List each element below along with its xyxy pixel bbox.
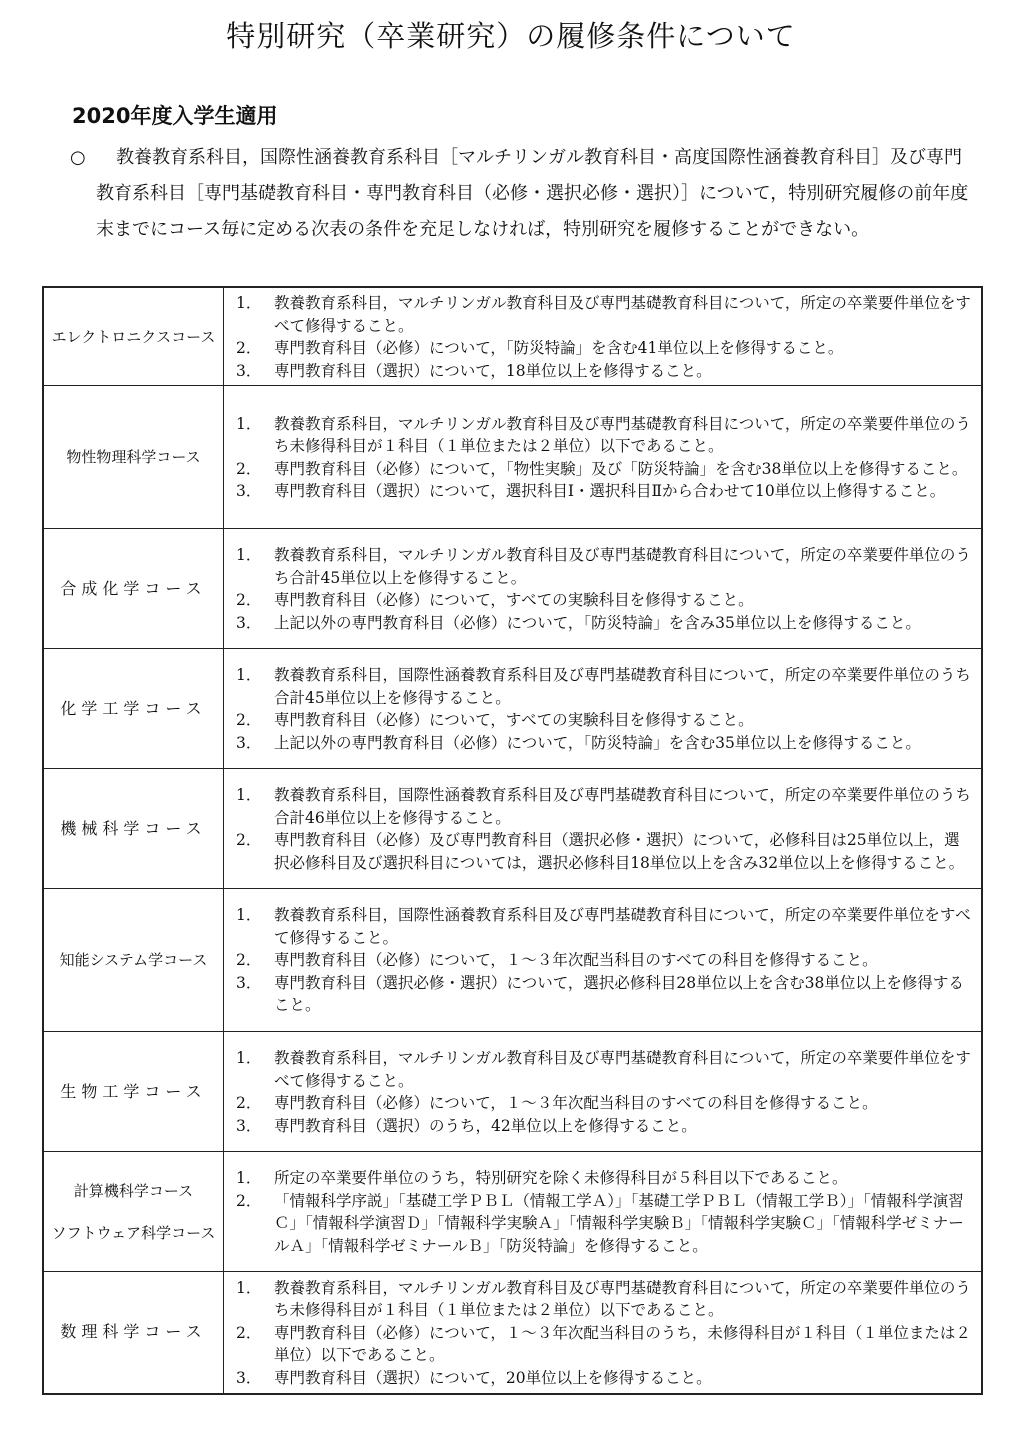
requirement-number: 2． — [236, 459, 262, 478]
requirement-text: 「情報科学序説」「基礎工学ＰＢＬ（情報工学Ａ）」「基礎工学ＰＢＬ（情報工学Ｂ）」「情報科学演習Ｃ」「情報科学演習Ｄ」「情報科学実験Ａ」「情報科学実験Ｂ」「情報科学実験Ｃ」「情報科学ゼミナールＡ」「情報科学ゼミナールＢ」「防災特論」を修得すること。 — [274, 1191, 964, 1255]
requirement-item — [232, 1047, 973, 1092]
requirements-cell — [224, 1272, 983, 1394]
requirement-item — [232, 1092, 973, 1115]
course-name: エレクトロニクスコース — [51, 327, 216, 346]
requirements-cell — [224, 287, 983, 386]
requirements-cell — [224, 386, 983, 529]
course-name: 知能システム学コース — [59, 951, 208, 969]
course-name: 数理科学コース — [60, 1322, 207, 1342]
requirement-text: 専門教育科目（選択）のうち，42単位以上を修得すること。 — [274, 1116, 697, 1135]
requirement-number: 1． — [236, 1169, 262, 1187]
requirement-item — [232, 709, 973, 732]
course-name-cell — [43, 769, 224, 889]
requirement-item — [232, 949, 973, 972]
requirement-item — [232, 589, 973, 612]
requirement-item — [232, 1322, 973, 1367]
requirement-number: 1． — [236, 1278, 262, 1297]
requirement-text: 教養教育系科目，マルチリンガル教育科目及び専門基礎教育科目について，所定の卒業要件単位をすべて修得すること。 — [274, 1049, 971, 1090]
requirements-cell — [224, 529, 983, 649]
course-row — [43, 287, 982, 386]
course-name-cell — [43, 386, 224, 529]
requirements-cell — [224, 649, 983, 769]
requirement-item — [232, 480, 973, 503]
requirement-text: 教養教育系科目，国際性涵養教育系科目及び専門基礎教育科目について，所定の卒業要件単位のうち合計45単位以上を修得すること。 — [274, 666, 971, 707]
requirement-text: 専門教育科目（選択）について，選択科目Ⅰ・選択科目Ⅱから合わせて10単位以上修得すること。 — [274, 482, 946, 500]
requirement-text: 上記以外の専門教育科目（必修）について，「防災特論」を含む35単位以上を修得すること。 — [274, 733, 921, 752]
requirement-item — [232, 360, 973, 383]
requirement-number: 2． — [236, 591, 262, 609]
requirements-cell — [224, 1032, 983, 1152]
course-name: 物性物理科学コース — [66, 448, 201, 466]
course-name: 化学工学コース — [60, 698, 207, 718]
requirement-number: 3． — [236, 361, 262, 380]
requirement-item — [232, 732, 973, 755]
requirement-number: 2． — [236, 831, 262, 849]
course-name: 計算機科学コース — [73, 1181, 194, 1200]
requirement-text: 専門教育科目（選択）について，18単位以上を修得すること。 — [274, 361, 712, 380]
course-name-cell — [43, 287, 224, 386]
course-name-cell — [43, 889, 224, 1032]
requirement-number: 2． — [236, 951, 262, 970]
course-row — [43, 529, 982, 649]
course-name: ソフトウェア科学コース — [51, 1223, 216, 1242]
requirement-text: 専門教育科目（選択）について，20単位以上を修得すること。 — [274, 1368, 712, 1387]
requirement-text: 教養教育系科目，国際性涵養教育系科目及び専門基礎教育科目について，所定の卒業要件単位をすべて修得すること。 — [274, 906, 971, 947]
requirement-text: 専門教育科目（必修）について，１～３年次配当科目のうち，未修得科目が１科目（１単位または２単位）以下であること。 — [274, 1323, 971, 1364]
requirement-item — [232, 337, 973, 360]
requirement-number: 3． — [236, 613, 262, 632]
course-row — [43, 1032, 982, 1152]
course-name: 機械科学コース — [60, 818, 207, 838]
requirements-cell — [224, 889, 983, 1032]
course-name-cell — [43, 529, 224, 649]
course-row — [43, 1272, 982, 1394]
requirement-number: 1． — [236, 546, 262, 564]
course-row — [43, 769, 982, 889]
requirement-text: 教養教育系科目，マルチリンガル教育科目及び専門基礎教育科目について，所定の卒業要件単位のうち合計45単位以上を修得すること。 — [274, 546, 971, 587]
applicable-year-heading: 2020年度入学生適用 — [72, 104, 278, 128]
requirement-number: 1． — [236, 786, 262, 804]
requirement-number: 3． — [236, 733, 262, 752]
course-name-cell — [43, 1152, 224, 1272]
requirement-number: 3． — [236, 482, 262, 500]
course-row — [43, 1152, 982, 1272]
requirement-text: 教養教育系科目，マルチリンガル教育科目及び専門基礎教育科目について，所定の卒業要件単位のうち未修得科目が１科目（１単位または２単位）以下であること。 — [274, 414, 971, 455]
requirement-item — [232, 1115, 973, 1138]
requirement-item — [232, 664, 973, 709]
course-row — [43, 649, 982, 769]
course-name-cell — [43, 1272, 224, 1394]
requirement-item — [232, 1277, 973, 1322]
course-name-cell — [43, 649, 224, 769]
intro-paragraph — [70, 140, 970, 248]
circle-bullet-icon: ○ — [70, 147, 86, 168]
requirement-item — [232, 544, 973, 589]
requirement-number: 2． — [236, 1191, 262, 1210]
requirement-item — [232, 612, 973, 635]
requirement-text: 専門教育科目（必修）及び専門教育科目（選択必修・選択）について，必修科目は25単位以上，選択必修科目及び選択科目については，選択必修科目18単位以上を含み32単位以上を修得すること。 — [274, 831, 965, 872]
requirement-item — [232, 784, 973, 829]
requirement-text: 教養教育系科目，マルチリンガル教育科目及び専門基礎教育科目について，所定の卒業要件単位をすべて修得すること。 — [274, 294, 971, 335]
requirement-number: 1． — [236, 1049, 262, 1067]
requirement-number: 1． — [236, 666, 262, 684]
requirement-number: 2． — [236, 1323, 262, 1342]
requirement-item — [232, 1367, 973, 1390]
requirement-item — [232, 458, 973, 481]
requirement-item — [232, 972, 973, 1017]
document-title: 特別研究（卒業研究）の履修条件について — [226, 19, 796, 53]
requirement-text: 専門教育科目（必修）について，「物性実験」及び「防災特論」を含む38単位以上を修得すること。 — [274, 459, 968, 478]
requirement-number: 2． — [236, 711, 262, 729]
course-name: 生物工学コース — [60, 1081, 207, 1101]
requirement-text: 教養教育系科目，マルチリンガル教育科目及び専門基礎教育科目について，所定の卒業要件単位のうち未修得科目が１科目（１単位または２単位）以下であること。 — [274, 1278, 971, 1319]
requirement-number: 1． — [236, 906, 262, 925]
requirement-text: 専門教育科目（必修）について，すべての実験科目を修得すること。 — [274, 591, 754, 609]
intro-text: 教養教育系科目，国際性涵養教育系科目［マルチリンガル教育科目・高度国際性涵養教育科目］及び専門教育系科目［専門基礎教育科目・専門教育科目（必修・選択必修・選択）］について，特別研究履修の前年度末までにコース毎に定める次表の条件を充足しなければ，特別研究を履修することができない。 — [96, 147, 969, 240]
requirement-text: 教養教育系科目，国際性涵養教育系科目及び専門基礎教育科目について，所定の卒業要件単位のうち合計46単位以上を修得すること。 — [274, 786, 971, 827]
requirements-cell — [224, 1152, 983, 1272]
course-name: 合成化学コース — [60, 578, 207, 598]
requirement-text: 所定の卒業要件単位のうち，特別研究を除く未修得科目が５科目以下であること。 — [274, 1169, 848, 1187]
course-row — [43, 386, 982, 529]
course-name-cell — [43, 1032, 224, 1152]
requirement-text: 専門教育科目（必修）について，１～３年次配当科目のすべての科目を修得すること。 — [274, 951, 878, 970]
requirement-number: 1． — [236, 294, 262, 312]
requirement-number: 3． — [236, 973, 262, 992]
requirement-item — [232, 1167, 973, 1190]
requirement-text: 専門教育科目（選択必修・選択）について，選択必修科目28単位以上を含む38単位以上を修得すること。 — [274, 973, 964, 1015]
requirement-number: 1． — [236, 414, 262, 433]
requirement-number: 3． — [236, 1116, 262, 1135]
requirement-item — [232, 904, 973, 949]
requirements-cell — [224, 769, 983, 889]
requirement-text: 専門教育科目（必修）について，すべての実験科目を修得すること。 — [274, 711, 754, 729]
requirement-number: 2． — [236, 339, 262, 357]
requirement-item — [232, 292, 973, 337]
requirement-item — [232, 1190, 973, 1258]
requirement-item — [232, 829, 973, 874]
requirement-text: 上記以外の専門教育科目（必修）について，「防災特論」を含み35単位以上を修得すること。 — [274, 613, 921, 632]
requirement-text: 専門教育科目（必修）について，１～３年次配当科目のすべての科目を修得すること。 — [274, 1094, 878, 1112]
requirements-table — [42, 286, 983, 1395]
requirement-item — [232, 413, 973, 458]
requirement-number: 3． — [236, 1368, 262, 1387]
course-row — [43, 889, 982, 1032]
requirement-number: 2． — [236, 1094, 262, 1112]
requirement-text: 専門教育科目（必修）について，「防災特論」を含む41単位以上を修得すること。 — [274, 339, 844, 357]
